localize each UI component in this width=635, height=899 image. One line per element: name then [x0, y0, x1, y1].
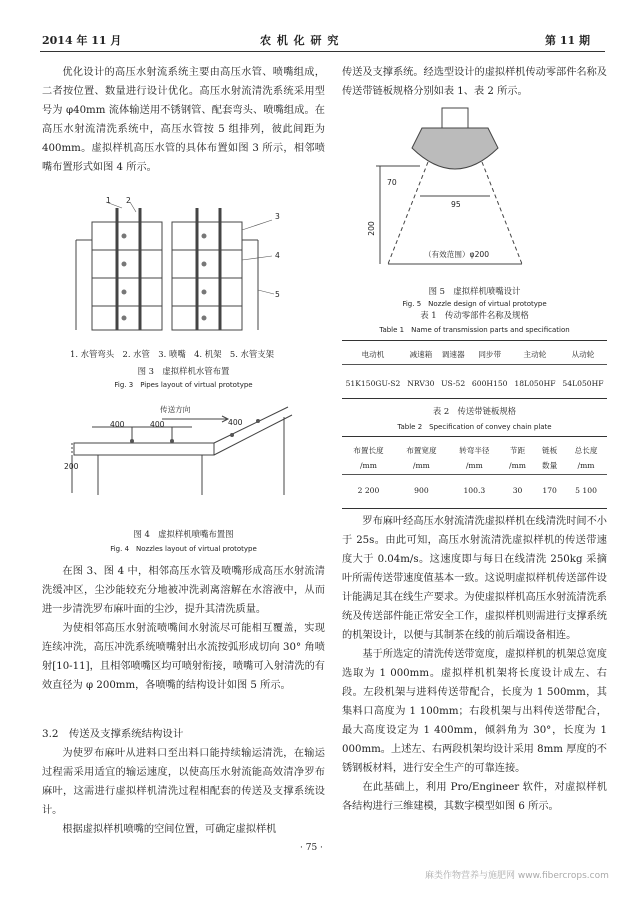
- table2-top-rule: [342, 436, 607, 437]
- table1-cell: 54L050HF: [562, 378, 604, 388]
- fig4-direction-label: 传送方向: [160, 405, 191, 414]
- fig4-dim-200: 200: [64, 462, 79, 471]
- table1: [342, 346, 607, 392]
- table1-bottom-rule: [342, 398, 607, 399]
- fig3-callout-5: 5: [275, 290, 280, 299]
- table2-cell: 900: [414, 485, 429, 495]
- table1-header: 调速器: [441, 350, 465, 360]
- table2-header: 节距: [509, 445, 526, 455]
- table2-cell: 170: [542, 485, 557, 495]
- table1-cell: 51K150GU-S2: [345, 378, 401, 388]
- fig3-callout-2: 2: [126, 196, 131, 205]
- header-journal: 农 机 化 研 究: [260, 34, 340, 47]
- page-number: · 75 ·: [300, 843, 323, 853]
- table2-header: 转弯半径: [459, 445, 490, 455]
- table2-unit: /mm: [412, 461, 430, 471]
- table2-cell: 2 200: [357, 485, 380, 495]
- fig4-dim-400-c: 400: [228, 418, 243, 427]
- table2-header: 总长度: [574, 445, 598, 455]
- header-issue: 第 11 期: [545, 34, 590, 47]
- left-bottom-paragraphs: 为使罗布麻叶从进料口至出料口能持续输运清洗，在输运过程需采用适宜的输运速度，以使高压水射流能高效清净罗布麻叶，这需进行虚拟样机清洗过程相配套的传送及支撑系统设计。 根据虚拟样机喷嘴的空间位置，可确定虚拟样机: [42, 748, 325, 835]
- fig3-caption-en: Fig. 3 Pipes layout of virtual prototype: [114, 381, 253, 389]
- fig5-caption-en: Fig. 5 Nozzle design of virtual prototype: [402, 300, 547, 308]
- fig5-dim-70: 70: [387, 178, 397, 187]
- fig4-caption-en: Fig. 4 Nozzles layout of virtual prototype: [110, 545, 257, 553]
- table2-header: 布置长度: [353, 445, 384, 455]
- table1-header: 减速箱: [409, 350, 433, 360]
- fig5-dim-95: 95: [451, 200, 461, 209]
- table2-unit: 数量: [542, 461, 558, 471]
- fig4-caption-cn: 图 4 虚拟样机喷嘴布置图: [133, 529, 234, 539]
- header-rule: [40, 51, 605, 52]
- table2-title-cn: 表 2 传送带链板规格: [432, 406, 517, 416]
- fig5-dim-200: 200: [366, 221, 376, 236]
- fig3-callout-1: 1: [106, 196, 111, 205]
- table1-cell: NRV30: [407, 378, 435, 388]
- fig3-callout-4: 4: [275, 251, 280, 260]
- table1-header: 同步带: [478, 350, 502, 360]
- table1-cell: 18L050HF: [514, 378, 556, 388]
- table1-header: 电动机: [361, 350, 385, 360]
- fig4-dim-400-b: 400: [150, 420, 165, 429]
- fig3-legend: 1. 水管弯头 2. 水管 3. 喷嘴 4. 机架 5. 水管支架: [70, 349, 275, 359]
- header-date: 2014 年 11 月: [42, 34, 122, 47]
- table2-unit: /mm: [577, 461, 595, 471]
- fig3-callout-3: 3: [275, 212, 280, 221]
- table2-cell: 100.3: [463, 485, 486, 495]
- table2-cell: 30: [512, 485, 523, 495]
- table1-header: 从动轮: [571, 350, 595, 360]
- right-bottom-paragraphs: 罗布麻叶经高压水射流清洗虚拟样机在线清洗时间不小于 25s。由此可知，高压水射流清洗虚拟样机的传送带速度大于 0.04m/s。这速度即与每日在线清洗 250kg 采摘叶所需传送带速度值基本一致。这说明虚拟样机传送部件设计能满足其在线生产要求。为使虚拟样机高压水射流清洗系统及传送部件能正常安全工作，虚拟样机则需进行支撑系统的机架设计，以便与其制茶在线的前后端设备相连。 基于所选定的清洗传送带宽度，虚拟样机的机架总宽度选取为 1 000mm。虚拟样机机架将长度设计成左、右段。左段机架与进料传送带配合，长度为 1 500mm，其集料口高度为 1 100mm；右段机架与出料传送带配合，最大高度设定为 1 400mm，倾斜角为 30°，长度为 1 000mm。上述左、右两段机架均设计采用 8mm 厚度的不锈钢板材料，进行安全生产的可靠连接。 在此基础上，利用 Pro/Engineer 软件，对虚拟样机各结构进行三维建模，其数字模型如图 6 所示。: [342, 516, 607, 812]
- table2-bottom-rule: [342, 508, 607, 509]
- table2-unit: /mm: [359, 461, 377, 471]
- table1-title-en: Table 1 Name of transmission parts and specification: [379, 326, 570, 334]
- section-3-2-title: 3.2 传送及支撑系统结构设计: [42, 728, 184, 740]
- watermark: 麻类作物营养与施肥网 www.fibercrops.com: [425, 871, 609, 881]
- figure-3-pipes-drawing: [62, 200, 302, 340]
- table2: [342, 442, 607, 498]
- table1-title-cn: 表 1 传动零部件名称及规格: [420, 310, 529, 320]
- table1-top-rule: [342, 340, 607, 341]
- fig5-range-label: （有效范围）φ200: [424, 250, 490, 259]
- fig3-caption-cn: 图 3 虚拟样机水管布置: [137, 366, 230, 376]
- table2-header: 布置宽度: [406, 445, 437, 455]
- figure-4-nozzles-drawing: [62, 405, 302, 505]
- table2-unit: /mm: [509, 461, 526, 471]
- right-top-paragraph: 传送及支撑系统。经选型设计的虚拟样机传动零部件名称及传送带链板规格分别如表 1、表 2 所示。: [342, 67, 607, 97]
- table2-title-en: Table 2 Specification of convey chain plate: [397, 423, 552, 431]
- fig5-caption-cn: 图 5 虚拟样机喷嘴设计: [428, 286, 521, 296]
- left-mid-paragraphs: 在图 3、图 4 中，相邻高压水管及喷嘴形成高压水射流清洗缓冲区，尘沙能较充分地被冲洗剥离溶解在水溶液中，从而进一步清洗罗布麻叶面的尘沙，提升其清洗质量。 为使相邻高压水射流喷嘴间水射流尽可能相互覆盖，实现连续冲洗，高压冲洗系统喷嘴射出水流按弧形成切向 30° 角喷射[10-11]，且相邻喷嘴区均可喷射衔接，喷嘴可入射清洗的有效直径为 φ 200mm，各喷嘴的结构设计如图 5 所示。: [42, 566, 325, 691]
- fig4-dim-400-a: 400: [110, 420, 125, 429]
- left-top-paragraph: 优化设计的高压水射流系统主要由高压水管、喷嘴组成，二者按位置、数量进行设计优化。高压水射流清洗系统采用型号为 φ40mm 流体输送用不锈钢管、配套弯头、喷嘴组成。在高压水射流清洗系统中，高压水管按 5 组排列，彼此间距为 400mm。虚拟样机高压水管的具体布置如图 3 所示，相邻喷嘴布置形式如图 4 所示。: [42, 67, 325, 173]
- table1-cell: 600H150: [471, 378, 508, 388]
- table1-header: 主动轮: [523, 350, 547, 360]
- table1-cell: US-52: [441, 378, 466, 388]
- table2-header: 链板: [542, 445, 558, 455]
- table2-cell: 5 100: [575, 485, 597, 495]
- table2-unit: /mm: [465, 461, 483, 471]
